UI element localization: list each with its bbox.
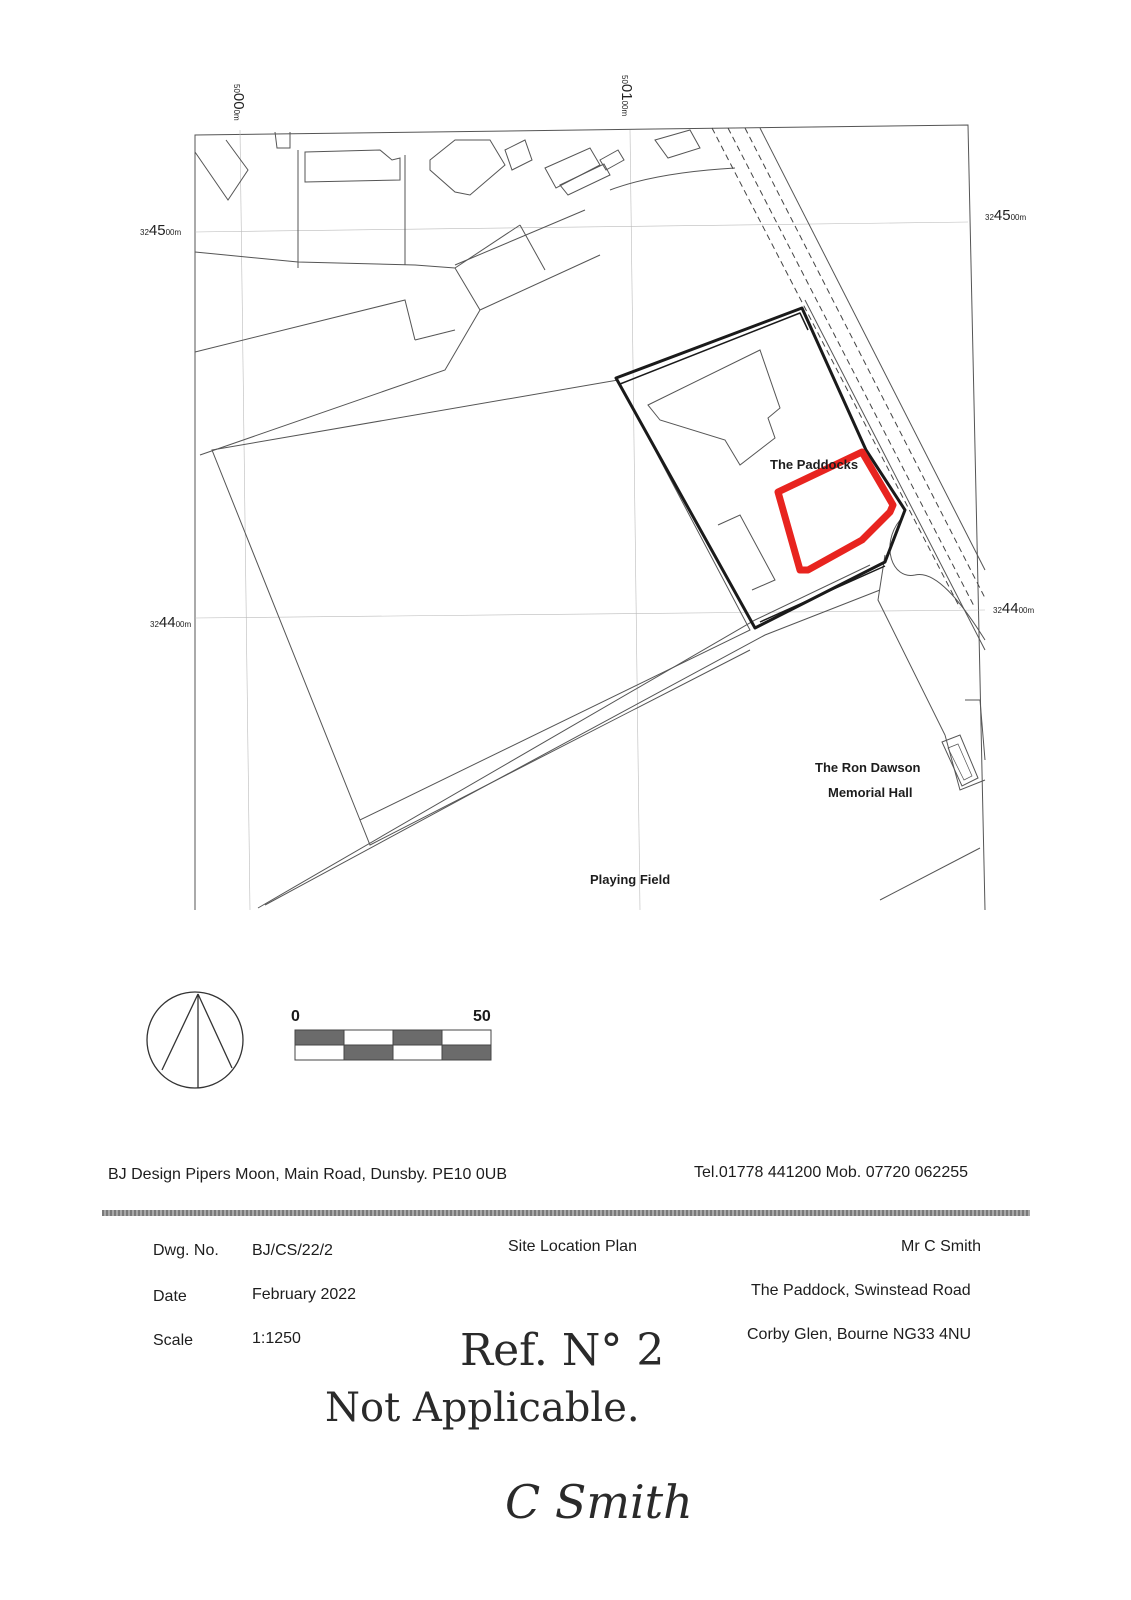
- date-value: February 2022: [252, 1286, 357, 1303]
- client-address-line2: Corby Glen, Bourne NG33 4NU: [747, 1326, 972, 1343]
- company-address: BJ Design Pipers Moon, Main Road, Dunsby. PE10 0UB: [108, 1166, 508, 1183]
- client-name: Mr C Smith: [901, 1238, 981, 1255]
- coord-left-upper: 324500m: [140, 222, 182, 239]
- coord-right-lower: 324400m: [993, 600, 1035, 617]
- coord-top-center: 500100m: [618, 75, 635, 117]
- north-arrow-icon: [147, 992, 243, 1088]
- label-hall-line1: The Ron Dawson: [815, 760, 921, 775]
- date-label: Date: [153, 1288, 187, 1305]
- scale-label: Scale: [153, 1332, 194, 1349]
- handwritten-signature: C Smith: [505, 1475, 693, 1529]
- ownership-boundary: [616, 308, 905, 628]
- label-the-paddocks: The Paddocks: [770, 457, 859, 472]
- handwritten-reference: Ref. N° 2: [460, 1325, 665, 1376]
- scale-bar-end: 50: [473, 1008, 491, 1025]
- coord-top-left: 50000m: [230, 84, 247, 121]
- label-playing-field: Playing Field: [590, 872, 671, 887]
- dwg-no-value: BJ/CS/22/2: [252, 1242, 333, 1259]
- coord-right-upper: 324500m: [985, 207, 1027, 224]
- scale-value: 1:1250: [252, 1330, 301, 1347]
- handwritten-note: Not Applicable.: [325, 1385, 640, 1431]
- client-address-line1: The Paddock, Swinstead Road: [751, 1282, 971, 1299]
- dwg-no-label: Dwg. No.: [153, 1242, 219, 1259]
- label-hall-line2: Memorial Hall: [828, 785, 913, 800]
- title-block-divider: [102, 1210, 1030, 1216]
- scale-bar: [295, 1030, 491, 1060]
- drawing-title: Site Location Plan: [508, 1238, 637, 1255]
- scale-bar-start: 0: [291, 1008, 300, 1025]
- coord-left-lower: 324400m: [150, 614, 192, 631]
- company-contact: Tel.01778 441200 Mob. 07720 062255: [694, 1164, 969, 1181]
